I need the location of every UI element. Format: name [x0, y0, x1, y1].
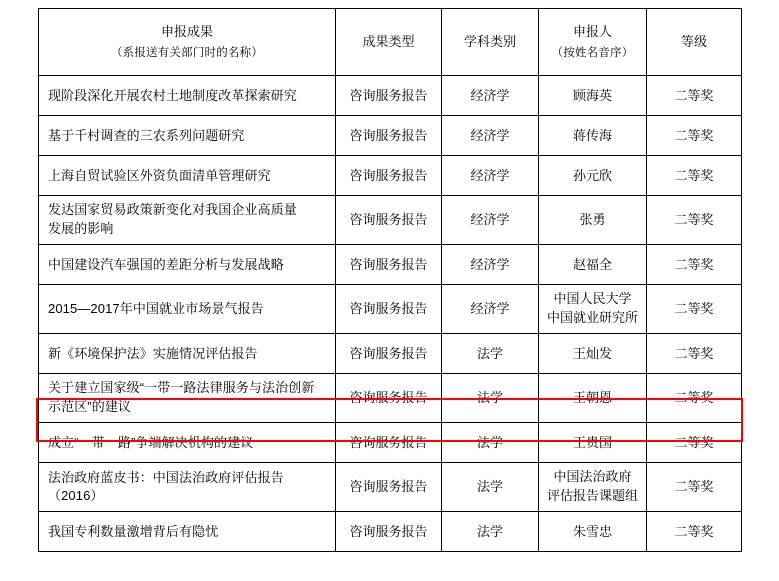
column-header-discipline	[442, 9, 539, 76]
table-row	[39, 285, 742, 334]
column-header-applicant-label: 申报人	[572, 23, 612, 39]
cell-achievement: 2015—2017年中国就业市场景气报告	[39, 285, 336, 334]
column-header-achievement	[39, 9, 336, 76]
cell-applicant: 王灿发	[539, 334, 647, 374]
table-body	[39, 76, 742, 552]
cell-applicant: 王贵国	[539, 423, 647, 463]
cell-achievement: 我国专利数量激增背后有隐忧	[39, 512, 336, 552]
table-row-highlighted	[39, 374, 742, 423]
cell-level: 二等奖	[647, 374, 742, 423]
table-row	[39, 423, 742, 463]
cell-level: 二等奖	[647, 463, 742, 512]
cell-applicant: 赵福全	[539, 245, 647, 285]
table-row	[39, 245, 742, 285]
cell-type: 咨询服务报告	[336, 76, 442, 116]
cell-discipline: 经济学	[442, 245, 539, 285]
cell-level: 二等奖	[647, 196, 742, 245]
table-row	[39, 334, 742, 374]
cell-level: 二等奖	[647, 423, 742, 463]
cell-discipline: 法学	[442, 463, 539, 512]
column-header-applicant	[539, 9, 647, 76]
cell-level: 二等奖	[647, 285, 742, 334]
cell-achievement: 成立“一带一路”争端解决机构的建议	[39, 423, 336, 463]
column-header-level	[647, 9, 742, 76]
cell-applicant: 孙元欣	[539, 156, 647, 196]
cell-level: 二等奖	[647, 76, 742, 116]
cell-type: 咨询服务报告	[336, 156, 442, 196]
cell-discipline: 经济学	[442, 285, 539, 334]
cell-discipline: 法学	[442, 374, 539, 423]
table-row	[39, 196, 742, 245]
cell-type: 咨询服务报告	[336, 196, 442, 245]
cell-discipline: 经济学	[442, 76, 539, 116]
award-results-table	[38, 8, 742, 552]
table-row	[39, 463, 742, 512]
cell-level: 二等奖	[647, 116, 742, 156]
cell-discipline: 经济学	[442, 156, 539, 196]
column-header-discipline-label: 学科类别	[463, 34, 516, 50]
cell-type: 咨询服务报告	[336, 423, 442, 463]
cell-achievement: 现阶段深化开展农村土地制度改革探索研究	[39, 76, 336, 116]
table-row	[39, 116, 742, 156]
column-header-achievement-subtitle: （系报送有关部门时的名称）	[110, 46, 264, 59]
table-row	[39, 512, 742, 552]
column-header-type-label: 成果类型	[362, 34, 415, 50]
cell-type: 咨询服务报告	[336, 285, 442, 334]
table-header-row	[39, 9, 742, 76]
cell-achievement: 新《环境保护法》实施情况评估报告	[39, 334, 336, 374]
cell-applicant: 蒋传海	[539, 116, 647, 156]
cell-applicant: 顾海英	[539, 76, 647, 116]
cell-type: 咨询服务报告	[336, 334, 442, 374]
column-header-achievement-label: 申报成果	[160, 23, 213, 39]
cell-achievement: 法治政府蓝皮书：中国法治政府评估报告（2016）	[39, 463, 336, 512]
cell-type: 咨询服务报告	[336, 374, 442, 423]
cell-level: 二等奖	[647, 156, 742, 196]
column-header-applicant-subtitle: （按姓名音序）	[551, 46, 634, 59]
cell-discipline: 经济学	[442, 196, 539, 245]
table-row	[39, 156, 742, 196]
cell-achievement: 中国建设汽车强国的差距分析与发展战略	[39, 245, 336, 285]
cell-discipline: 经济学	[442, 116, 539, 156]
cell-applicant: 张勇	[539, 196, 647, 245]
cell-discipline: 法学	[442, 512, 539, 552]
table-header	[39, 9, 742, 76]
cell-applicant: 中国人民大学 中国就业研究所	[539, 285, 647, 334]
cell-type: 咨询服务报告	[336, 116, 442, 156]
cell-discipline: 法学	[442, 423, 539, 463]
cell-level: 二等奖	[647, 334, 742, 374]
cell-discipline: 法学	[442, 334, 539, 374]
cell-type: 咨询服务报告	[336, 463, 442, 512]
cell-applicant: 中国法治政府 评估报告课题组	[539, 463, 647, 512]
cell-level: 二等奖	[647, 245, 742, 285]
cell-achievement: 发达国家贸易政策新变化对我国企业高质量 发展的影响	[39, 196, 336, 245]
cell-achievement: 关于建立国家级“一带一路法律服务与法治创新 示范区”的建议	[39, 374, 336, 423]
cell-achievement: 基于千村调查的三农系列问题研究	[39, 116, 336, 156]
cell-applicant: 王朝恩	[539, 374, 647, 423]
column-header-level-label: 等级	[680, 34, 707, 50]
cell-level: 二等奖	[647, 512, 742, 552]
cell-type: 咨询服务报告	[336, 512, 442, 552]
cell-achievement: 上海自贸试验区外资负面清单管理研究	[39, 156, 336, 196]
cell-type: 咨询服务报告	[336, 245, 442, 285]
column-header-type	[336, 9, 442, 76]
table-row	[39, 76, 742, 116]
cell-applicant: 朱雪忠	[539, 512, 647, 552]
